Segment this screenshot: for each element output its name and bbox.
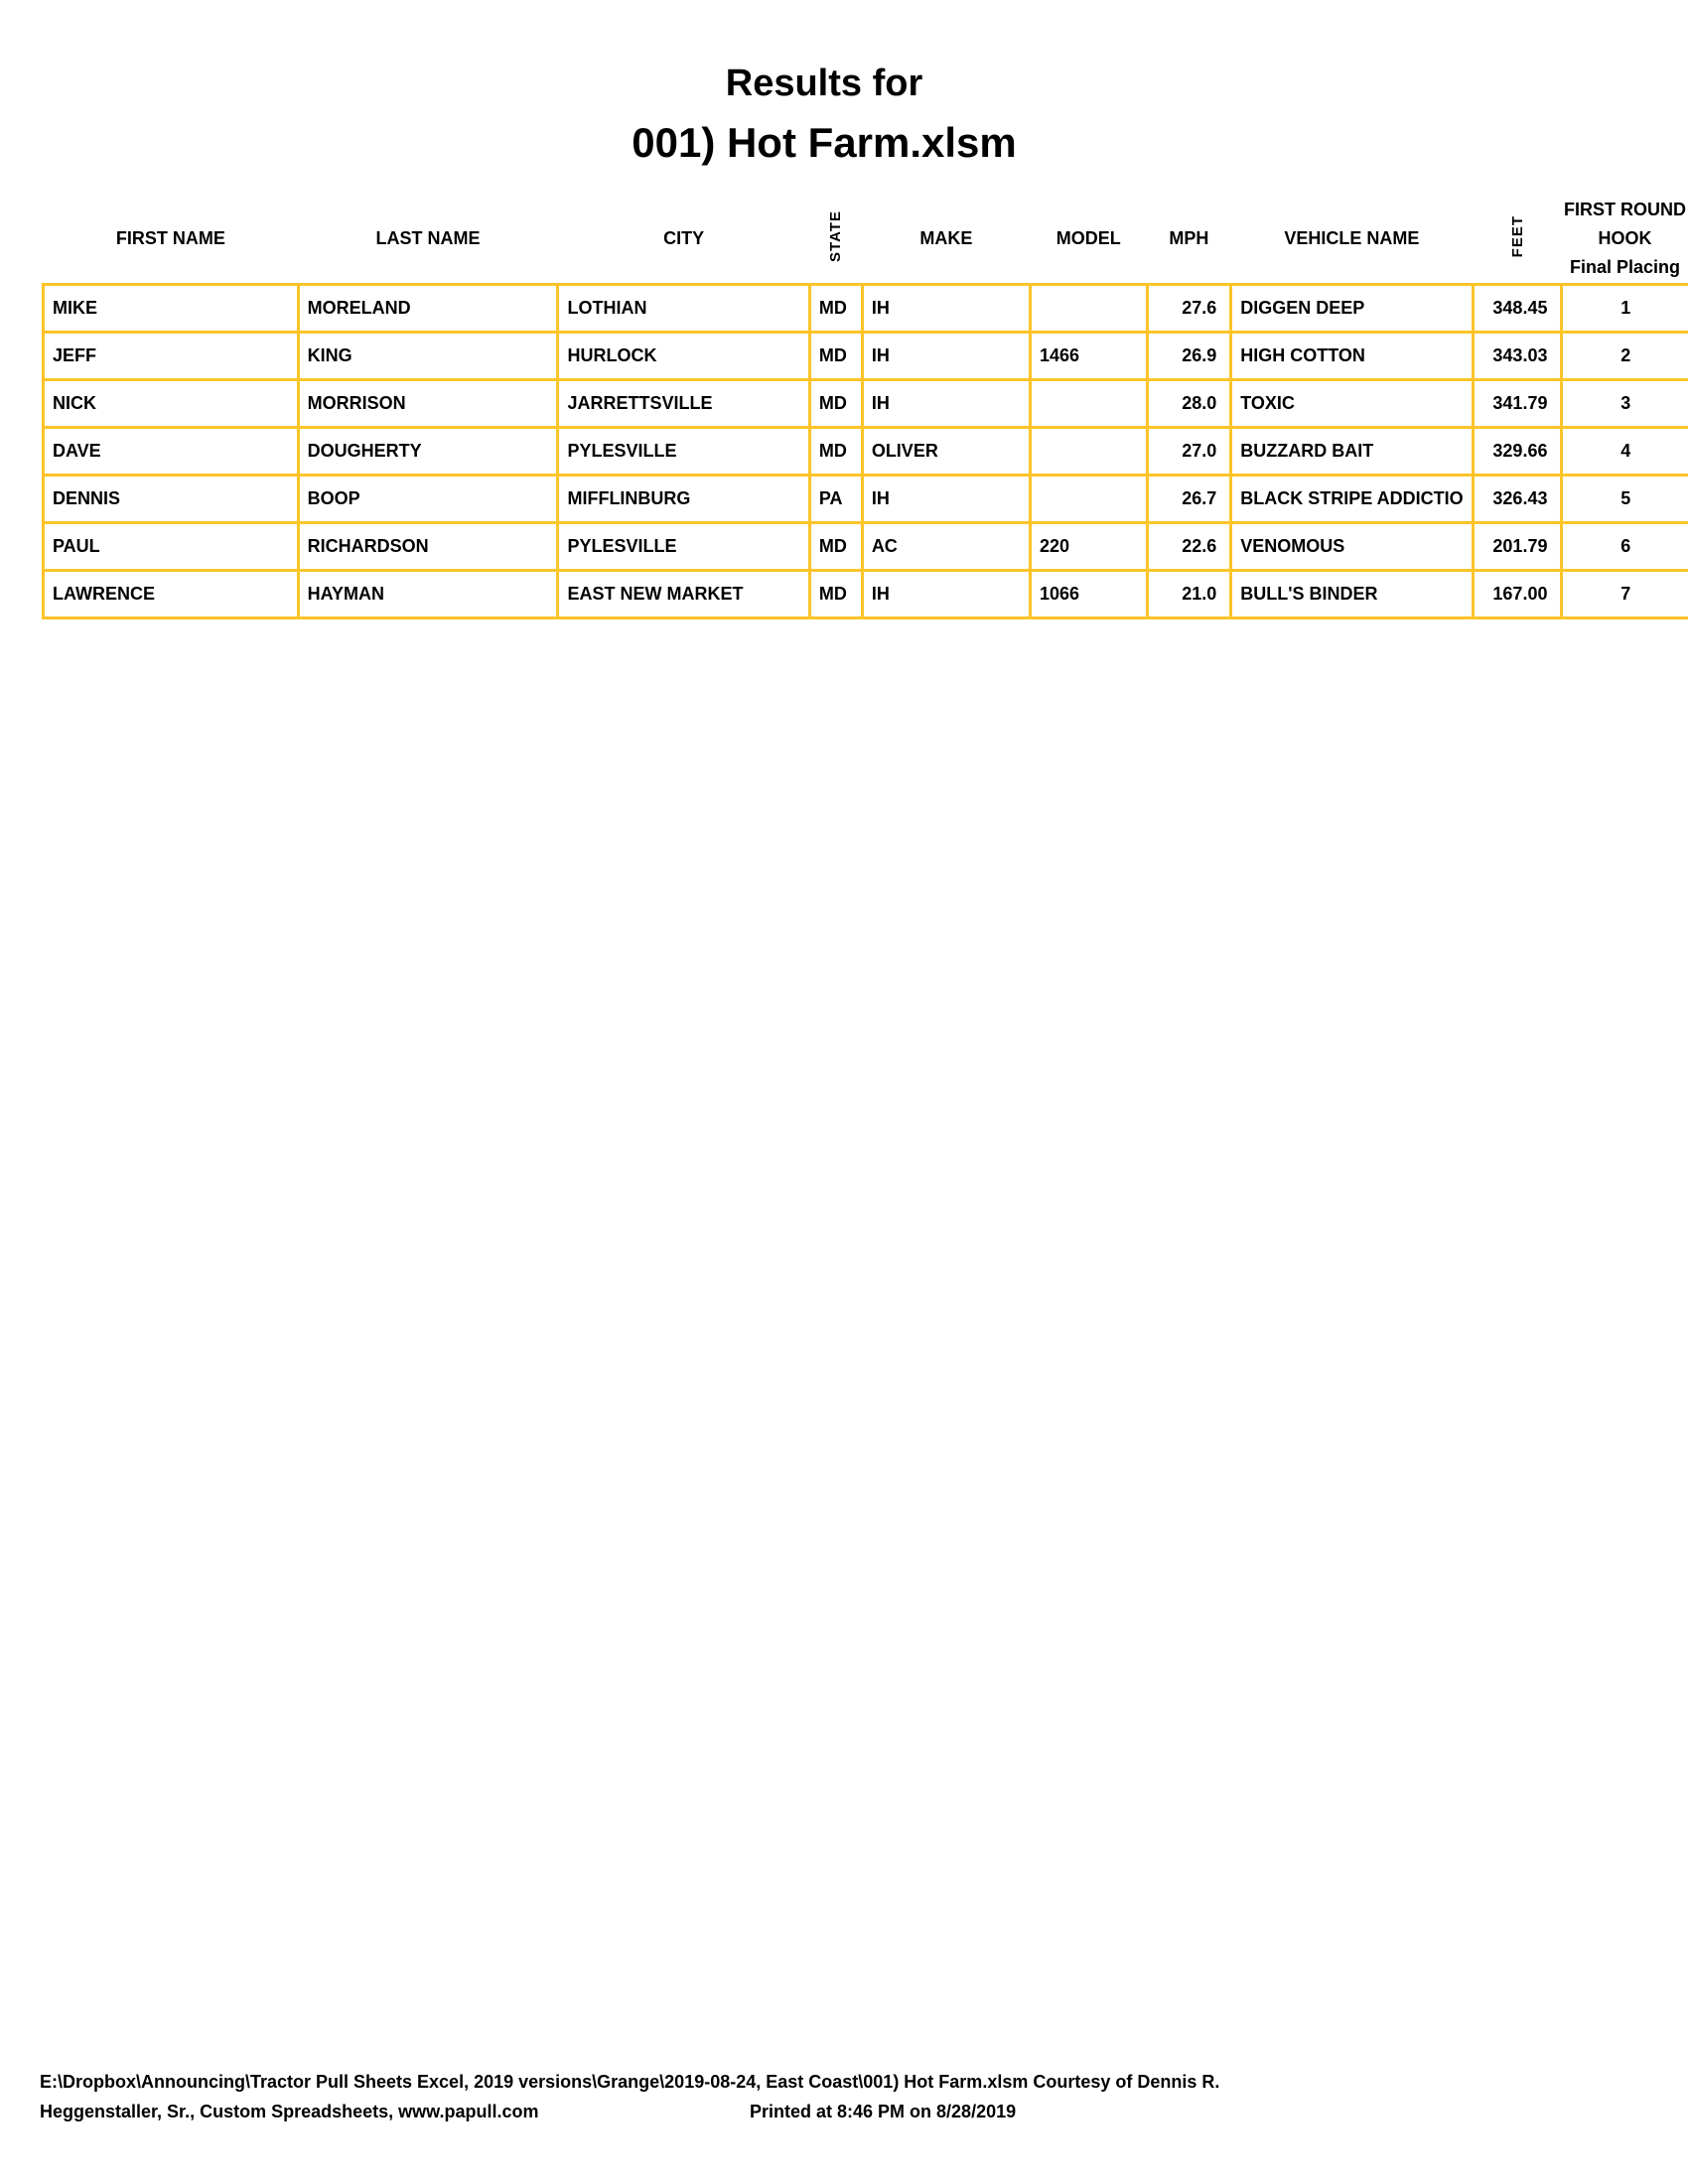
cell-mph: 21.0	[1147, 570, 1231, 617]
cell-city: HURLOCK	[558, 332, 809, 379]
cell-first-name: NICK	[44, 379, 299, 427]
cell-last-name: MORELAND	[298, 284, 558, 332]
cell-feet: 326.43	[1473, 475, 1562, 522]
cell-placing: 5	[1562, 475, 1688, 522]
cell-city: PYLESVILLE	[558, 522, 809, 570]
cell-state: MD	[809, 332, 862, 379]
cell-placing: 4	[1562, 427, 1688, 475]
cell-state: MD	[809, 570, 862, 617]
cell-mph: 26.7	[1147, 475, 1231, 522]
cell-state: MD	[809, 284, 862, 332]
cell-make: AC	[862, 522, 1030, 570]
cell-placing: 1	[1562, 284, 1688, 332]
cell-last-name: KING	[298, 332, 558, 379]
cell-vehicle-name: BUZZARD BAIT	[1231, 427, 1473, 475]
cell-first-name: LAWRENCE	[44, 570, 299, 617]
cell-placing: 7	[1562, 570, 1688, 617]
hook-header-line2: HOOK	[1598, 227, 1652, 248]
col-header-vehicle-name: VEHICLE NAME	[1284, 227, 1420, 248]
state-vertical-label: STATE	[827, 209, 845, 262]
cell-first-name: DENNIS	[44, 475, 299, 522]
cell-placing: 6	[1562, 522, 1688, 570]
cell-feet: 201.79	[1473, 522, 1562, 570]
cell-first-name: MIKE	[44, 284, 299, 332]
cell-model: 220	[1030, 522, 1147, 570]
footer-printed-text: Printed at 8:46 PM on 8/28/2019	[750, 2102, 1017, 2121]
cell-vehicle-name: BLACK STRIPE ADDICTIO	[1231, 475, 1473, 522]
table-row	[44, 379, 1688, 427]
cell-make: IH	[862, 332, 1030, 379]
cell-state: MD	[809, 427, 862, 475]
cell-mph: 26.9	[1147, 332, 1231, 379]
hook-header-line1: FIRST ROUND	[1563, 200, 1686, 220]
cell-last-name: HAYMAN	[298, 570, 558, 617]
cell-feet: 343.03	[1473, 332, 1562, 379]
table-row	[44, 522, 1688, 570]
cell-city: JARRETTSVILLE	[558, 379, 809, 427]
cell-last-name: DOUGHERTY	[298, 427, 558, 475]
cell-feet: 341.79	[1473, 379, 1562, 427]
cell-vehicle-name: HIGH COTTON	[1231, 332, 1473, 379]
cell-feet: 167.00	[1473, 570, 1562, 617]
cell-make: IH	[862, 284, 1030, 332]
cell-first-name: DAVE	[44, 427, 299, 475]
cell-model	[1030, 427, 1147, 475]
hook-header-line3: Final Placing	[1569, 256, 1680, 277]
cell-vehicle-name: DIGGEN DEEP	[1231, 284, 1473, 332]
col-header-model: MODEL	[1055, 227, 1121, 248]
col-header-city: CITY	[663, 227, 705, 248]
col-header-make: MAKE	[919, 227, 973, 248]
cell-model: 1466	[1030, 332, 1147, 379]
col-header-first-name: FIRST NAME	[115, 227, 225, 248]
cell-mph: 22.6	[1147, 522, 1231, 570]
cell-vehicle-name: TOXIC	[1231, 379, 1473, 427]
report-title-line1: Results for	[725, 63, 923, 104]
cell-model	[1030, 379, 1147, 427]
cell-feet: 348.45	[1473, 284, 1562, 332]
table-row	[44, 570, 1688, 617]
footer-line2-text: Heggenstaller, Sr., Custom Spreadsheets, www.papull.com	[40, 2102, 539, 2121]
table-row	[44, 427, 1688, 475]
cell-mph: 28.0	[1147, 379, 1231, 427]
cell-model	[1030, 284, 1147, 332]
cell-last-name: MORRISON	[298, 379, 558, 427]
results-body	[44, 284, 1688, 617]
cell-last-name: BOOP	[298, 475, 558, 522]
col-header-last-name: LAST NAME	[375, 227, 481, 248]
cell-placing: 2	[1562, 332, 1688, 379]
cell-make: IH	[862, 570, 1030, 617]
cell-model: 1066	[1030, 570, 1147, 617]
cell-state: PA	[809, 475, 862, 522]
cell-city: LOTHIAN	[558, 284, 809, 332]
cell-make: IH	[862, 379, 1030, 427]
cell-city: EAST NEW MARKET	[558, 570, 809, 617]
results-table	[42, 195, 1688, 619]
cell-placing: 3	[1562, 379, 1688, 427]
report-title	[0, 62, 1648, 167]
cell-feet: 329.66	[1473, 427, 1562, 475]
cell-last-name: RICHARDSON	[298, 522, 558, 570]
cell-first-name: JEFF	[44, 332, 299, 379]
table-row	[44, 332, 1688, 379]
report-title-line2: 001) Hot Farm.xlsm	[632, 119, 1017, 166]
table-row	[44, 475, 1688, 522]
footer-line1: E:\Dropbox\Announcing\Tractor Pull Sheets Excel, 2019 versions\Grange\2019-08-24, East Coast\001) Hot Farm.xlsm Courtesy of Dennis R.	[40, 2072, 1220, 2092]
cell-first-name: PAUL	[44, 522, 299, 570]
feet-vertical-label: FEET	[1508, 214, 1526, 257]
footer	[40, 2067, 1658, 2126]
cell-state: MD	[809, 522, 862, 570]
cell-make: IH	[862, 475, 1030, 522]
cell-mph: 27.6	[1147, 284, 1231, 332]
cell-city: PYLESVILLE	[558, 427, 809, 475]
cell-state: MD	[809, 379, 862, 427]
cell-mph: 27.0	[1147, 427, 1231, 475]
cell-make: OLIVER	[862, 427, 1030, 475]
cell-city: MIFFLINBURG	[558, 475, 809, 522]
col-header-mph: MPH	[1169, 227, 1209, 248]
header-row	[44, 195, 1688, 284]
col-header-feet	[1473, 195, 1562, 284]
col-header-state	[809, 195, 862, 284]
col-header-first-round-hook	[1562, 195, 1688, 284]
table-row	[44, 284, 1688, 332]
cell-vehicle-name: BULL'S BINDER	[1231, 570, 1473, 617]
cell-model	[1030, 475, 1147, 522]
cell-vehicle-name: VENOMOUS	[1231, 522, 1473, 570]
